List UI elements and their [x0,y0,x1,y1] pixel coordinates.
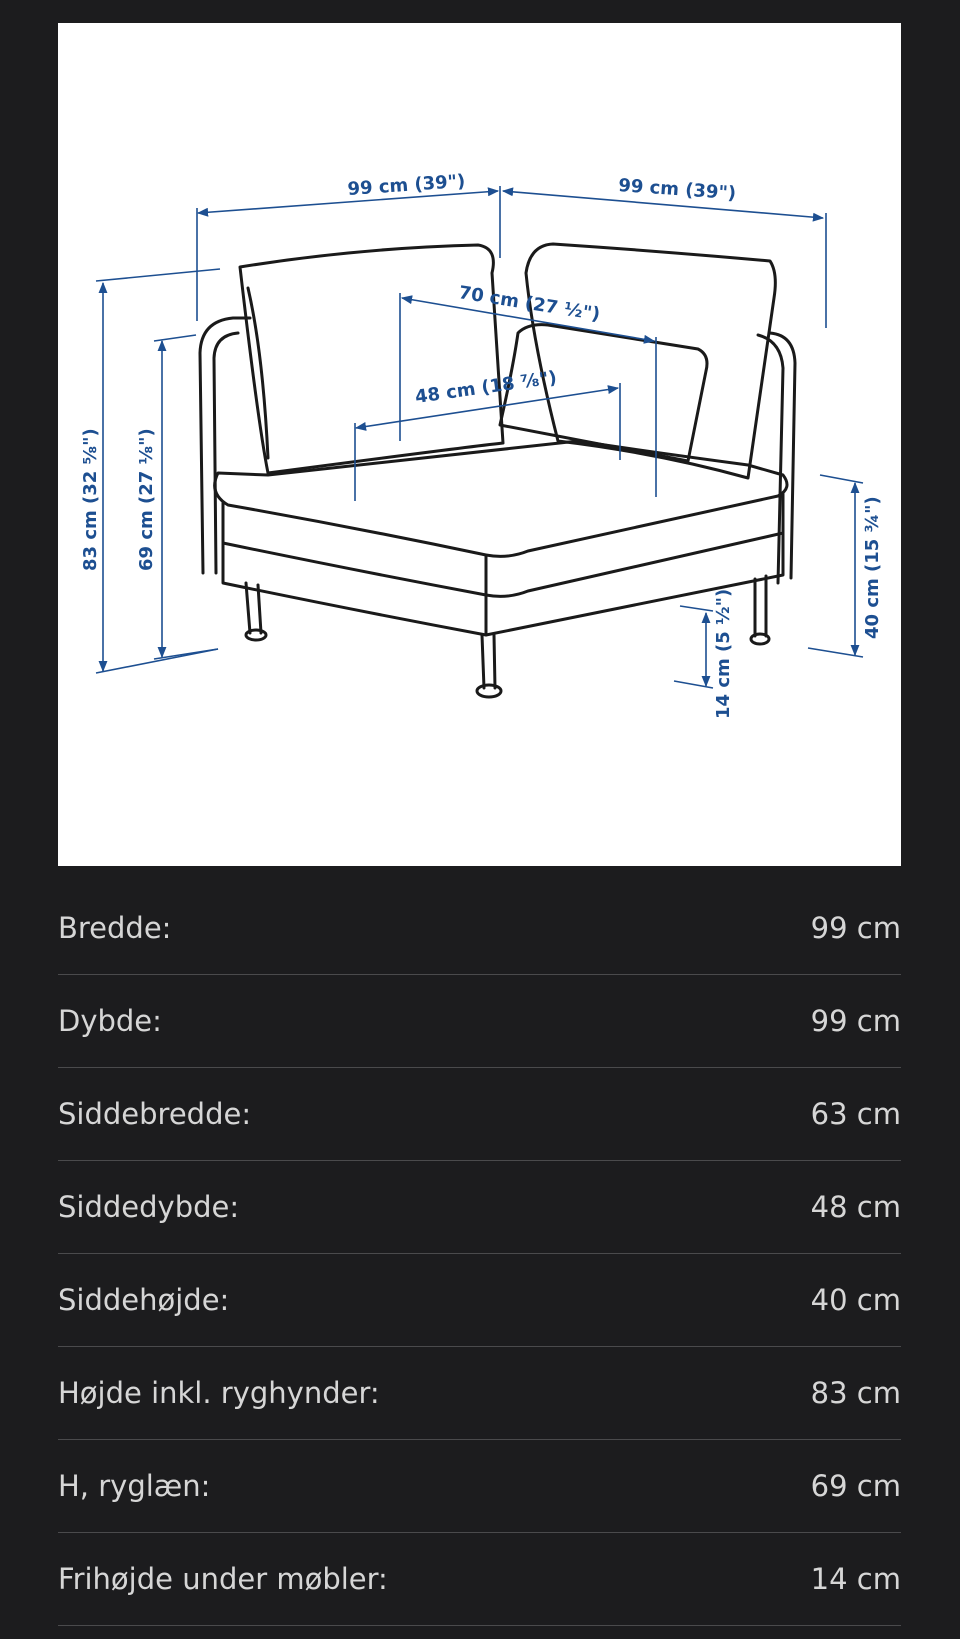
dimension-lines [96,186,863,688]
spec-row-seat-height [58,1254,901,1347]
spec-list [58,882,901,1626]
spec-row-depth [58,975,901,1068]
spec-value: 14 cm [810,1562,901,1596]
corner-sofa-drawing [58,23,901,866]
dim-width-label: 99 cm (39") [346,170,466,200]
spec-label: Siddehøjde: [58,1283,230,1317]
spec-value: 48 cm [810,1190,901,1224]
spec-row-seat-width [58,1068,901,1161]
spec-row-backrest-height [58,1440,901,1533]
spec-value: 40 cm [810,1283,901,1317]
spec-value: 99 cm [810,1004,901,1038]
dim-depth-label: 99 cm (39") [617,175,737,205]
spec-value: 69 cm [810,1469,901,1503]
spec-label: Siddebredde: [58,1097,252,1131]
spec-label: Siddedybde: [58,1190,240,1224]
spec-label: Dybde: [58,1004,162,1038]
dim-backrest-height-label: 69 cm (27 ⅛") [136,428,157,571]
dim-seat-height-label: 40 cm (15 ¾") [862,496,883,639]
dim-seat-width-label: 70 cm (27 ½") [457,282,602,326]
product-dimension-diagram [58,23,901,866]
dim-clearance-label: 14 cm (5 ½") [713,588,734,719]
spec-label: Frihøjde under møbler: [58,1562,388,1596]
spec-label: H, ryglæn: [58,1469,211,1503]
spec-row-clearance [58,1533,901,1626]
spec-row-seat-depth [58,1161,901,1254]
spec-label: Bredde: [58,911,172,945]
dim-height-cushions-label: 83 cm (32 ⅝") [80,428,101,571]
spec-value: 99 cm [810,911,901,945]
spec-value: 83 cm [810,1376,901,1410]
spec-label: Højde inkl. ryghynder: [58,1376,380,1410]
spec-row-height-with-cushions [58,1347,901,1440]
spec-row-width [58,882,901,975]
spec-value: 63 cm [810,1097,901,1131]
dim-seat-depth-label: 48 cm (18 ⅞") [413,367,559,408]
